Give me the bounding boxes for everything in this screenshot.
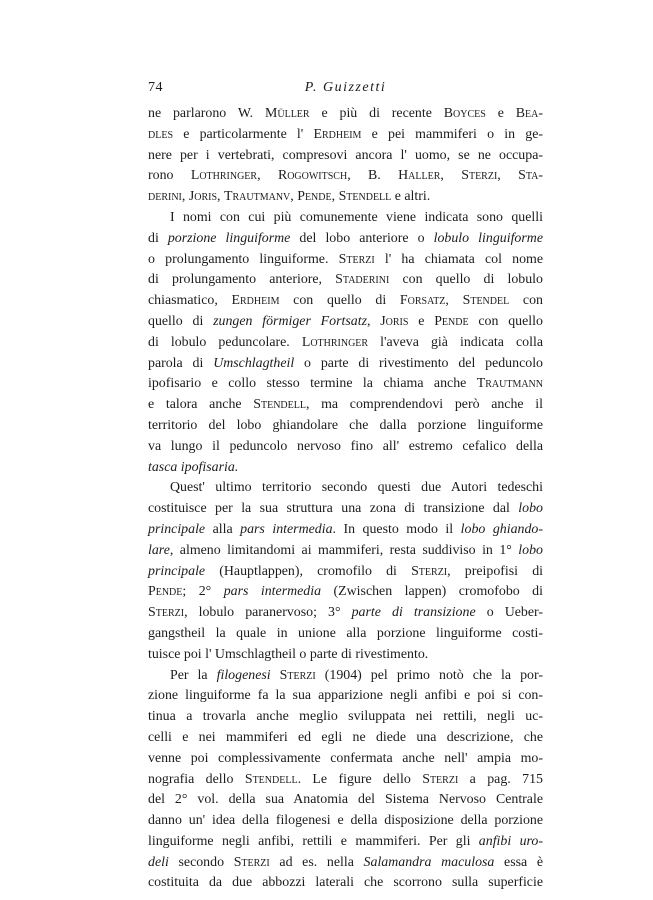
text-run: o prolungamento linguiforme. — [148, 251, 339, 267]
text-line — [148, 728, 543, 749]
name-smallcaps: Haller — [398, 168, 441, 184]
name-smallcaps: Rogowitsch — [277, 168, 348, 184]
text-run: con — [509, 293, 543, 309]
name-smallcaps: Trautmann — [476, 376, 543, 392]
text-line — [148, 873, 543, 894]
text-run: chiasmatico, — [148, 293, 232, 309]
italic-term: lare — [148, 542, 170, 558]
text-run: gangstheil la quale in unione alla porzione linguiforme costi- — [148, 625, 543, 641]
text-line — [148, 125, 543, 146]
italic-term: principale — [148, 563, 206, 579]
italic-term: deli — [148, 854, 169, 870]
text-line — [148, 187, 543, 208]
name-smallcaps: Stendell — [338, 189, 392, 205]
text-run: parola di — [148, 355, 214, 371]
name-smallcaps: Forsatz — [399, 293, 446, 309]
text-run: Quest' ultimo territorio secondo questi due Autori tedeschi — [170, 480, 543, 496]
text-run: va lungo il peduncolo nervoso fino all' estremo cefalico della — [148, 438, 543, 454]
text-run: . In questo modo il — [332, 521, 461, 537]
name-smallcaps: Sterzi — [148, 605, 185, 621]
text-run: l' ha chiamata col nome — [374, 251, 543, 267]
text-run: nografia dello — [148, 771, 245, 787]
text-run: o parte di rivestimento del peduncolo — [294, 355, 543, 371]
text-run: , — [217, 189, 224, 205]
italic-term: lobulo linguiforme — [433, 230, 543, 246]
text-run: costituita da due abbozzi laterali che scorrono sulla superficie — [148, 875, 543, 891]
text-run: e altri. — [391, 189, 431, 205]
text-line — [148, 416, 543, 437]
text-run: nere per i vertebrati, compresovi ancora l' uomo, se ne occupa- — [148, 147, 543, 163]
name-smallcaps: Stendel — [462, 293, 510, 309]
text-line — [148, 749, 543, 770]
text-run: (Zwischen lappen) cromofobo di — [321, 584, 543, 600]
text-line — [148, 166, 543, 187]
text-run: con quello di lobulo — [389, 272, 543, 288]
text-run: e — [485, 106, 516, 121]
text-run: zione linguiforme fa la sua apparizione negli anfibi e poi si con- — [148, 688, 543, 704]
text-line — [148, 437, 543, 458]
name-smallcaps: Sterzi — [422, 771, 459, 787]
name-smallcaps: Sta- — [518, 168, 544, 184]
text-run: , — [290, 189, 298, 205]
text-line — [148, 478, 543, 499]
text-line — [148, 666, 543, 687]
name-smallcaps: Erdheim — [231, 293, 280, 309]
text-line — [148, 853, 543, 874]
text-run: I nomi con cui più comunemente viene indicata sono quelli — [170, 209, 543, 225]
italic-term: pars intermedia — [223, 584, 322, 600]
text-run: venne poi complessivamente confermata anche nell' ampia mo- — [148, 750, 543, 766]
name-smallcaps: Sterzi — [461, 168, 498, 184]
text-run: , — [331, 189, 339, 205]
italic-term: pars intermedia — [240, 521, 333, 537]
text-run: o Ueber- — [475, 605, 544, 621]
italic-term: filogenesi — [216, 667, 271, 683]
name-smallcaps: Joris — [188, 189, 218, 205]
text-run: , — [497, 168, 519, 184]
name-smallcaps: Stendell — [244, 771, 298, 787]
text-run: con quello di — [279, 293, 400, 309]
name-smallcaps: Sterzi — [411, 563, 448, 579]
text-line — [148, 146, 543, 167]
text-run: e più di recente — [309, 106, 444, 121]
text-line — [148, 562, 543, 583]
text-run: territorio del lobo ghiandolare che dalla porzione linguiforme — [148, 417, 543, 433]
text-run: ; 2° — [182, 584, 224, 600]
text-line — [148, 354, 543, 375]
name-smallcaps: derini — [148, 189, 182, 205]
text-run: tuisce poi l' Umschlagtheil o parte di rivestimento. — [148, 646, 429, 662]
text-run: del lobo anteriore o — [290, 230, 434, 246]
name-smallcaps: Sterzi — [279, 667, 316, 683]
text-run: , B. — [347, 168, 399, 184]
text-line — [148, 770, 543, 791]
text-run: celli e nei mammiferi ed egli ne diede una descrizione, che — [148, 729, 543, 745]
italic-term: lobo ghiando- — [460, 521, 543, 537]
text-line — [148, 645, 543, 666]
page-number: 74 — [148, 80, 163, 95]
name-smallcaps: Sterzi — [233, 854, 270, 870]
text-run: (Hauptlappen), cromofilo di — [205, 563, 412, 579]
italic-term: Umschlagtheil — [213, 355, 295, 371]
italic-term: lobo — [518, 501, 543, 517]
body-text — [148, 104, 543, 894]
name-smallcaps: Joris — [380, 313, 409, 329]
name-smallcaps: Trautmanv — [224, 189, 291, 205]
text-line — [148, 811, 543, 832]
italic-term: tasca ipofisaria. — [148, 459, 239, 475]
name-smallcaps: Bea- — [515, 106, 543, 121]
italic-term: lobo — [518, 542, 543, 558]
name-smallcaps: Stendell — [253, 397, 306, 413]
text-run: essa è — [494, 854, 543, 870]
text-run: e pei mammiferi o in ge- — [361, 126, 543, 142]
text-run: danno un' idea della filogenesi e della disposizione della porzione — [148, 813, 543, 829]
text-run — [271, 668, 280, 683]
text-run: e — [408, 313, 435, 329]
text-run: , almeno limitandomi ai mammiferi, resta suddiviso in 1° — [169, 542, 519, 558]
text-line — [148, 603, 543, 624]
text-run: quello di — [148, 313, 214, 329]
text-run: l'aveva già indicata colla — [368, 334, 543, 350]
text-line — [148, 333, 543, 354]
text-line — [148, 707, 543, 728]
text-run: di prolungamento anteriore, — [148, 272, 336, 288]
text-run: di — [148, 230, 168, 246]
text-run: , preipofisi di — [447, 563, 543, 579]
name-smallcaps: Lothringer — [301, 334, 369, 350]
text-run: , lobulo paranervoso; 3° — [184, 605, 352, 621]
text-run: . Le figure dello — [297, 771, 423, 787]
text-run: a pag. 715 — [458, 771, 543, 787]
text-run: , — [440, 168, 462, 184]
text-run: , — [445, 293, 463, 309]
name-smallcaps: Erdheim — [313, 126, 362, 142]
name-smallcaps: Staderini — [335, 272, 390, 288]
text-line — [148, 582, 543, 603]
text-run: di lobulo peduncolare. — [148, 334, 302, 350]
text-run: , — [257, 168, 278, 184]
name-smallcaps: dles — [148, 126, 173, 142]
italic-term: parte di transizione — [351, 605, 476, 621]
text-line — [148, 208, 543, 229]
italic-term: anfibi uro- — [478, 833, 543, 849]
italic-term: porzione linguiforme — [167, 230, 291, 246]
text-run: ipofisario e collo stesso termine la chiama anche — [148, 376, 477, 392]
text-run: e particolarmente l' — [173, 126, 314, 142]
text-run: e talora anche — [148, 397, 254, 413]
name-smallcaps: Sterzi — [338, 251, 375, 267]
text-run: (1904) pel primo notò che la por- — [315, 667, 543, 683]
text-run: ad es. nella — [269, 854, 364, 870]
running-head-author: P. Guizzetti — [304, 80, 387, 95]
text-line — [148, 374, 543, 395]
text-run: del 2° vol. della sua Anatomia del Sistema Nervoso Centrale — [148, 792, 543, 808]
text-run: alla — [205, 521, 241, 537]
text-line — [148, 458, 543, 479]
text-line — [148, 270, 543, 291]
text-run: costituisce per la sua struttura una zona di transizione dal — [148, 501, 519, 517]
text-line — [148, 541, 543, 562]
name-smallcaps: Müller — [265, 106, 310, 121]
name-smallcaps: Pende — [148, 584, 183, 600]
text-run: , — [181, 189, 189, 205]
name-smallcaps: Pende — [297, 189, 332, 205]
italic-term: Salamandra maculosa — [363, 854, 495, 870]
text-line — [148, 312, 543, 333]
text-run: linguiforme negli anfibi, rettili e mammiferi. Per gli — [148, 833, 479, 849]
italic-term: zungen förmiger Fortsatz — [213, 313, 367, 329]
text-line — [148, 499, 543, 520]
text-run: Per la — [170, 667, 217, 683]
text-line — [148, 624, 543, 645]
text-line — [148, 686, 543, 707]
text-run: tinua a trovarla anche meglio sviluppata nei rettili, negli uc- — [148, 709, 543, 725]
text-run: rono — [148, 168, 191, 184]
name-smallcaps: Boyces — [443, 106, 486, 121]
text-line — [148, 291, 543, 312]
italic-term: principale — [148, 521, 206, 537]
text-line — [148, 832, 543, 853]
text-run: ne parlarono W. — [148, 106, 266, 121]
text-line — [148, 104, 543, 125]
text-run: con quello — [468, 313, 543, 329]
text-run: secondo — [168, 854, 234, 870]
text-line — [148, 395, 543, 416]
text-line — [148, 229, 543, 250]
text-run: , — [366, 313, 381, 329]
text-line — [148, 250, 543, 271]
text-run: , ma comprendendovi però anche il — [305, 397, 543, 413]
running-head — [148, 80, 543, 100]
text-line — [148, 790, 543, 811]
text-line — [148, 520, 543, 541]
name-smallcaps: Lothringer — [190, 168, 258, 184]
name-smallcaps: Pende — [434, 313, 469, 329]
